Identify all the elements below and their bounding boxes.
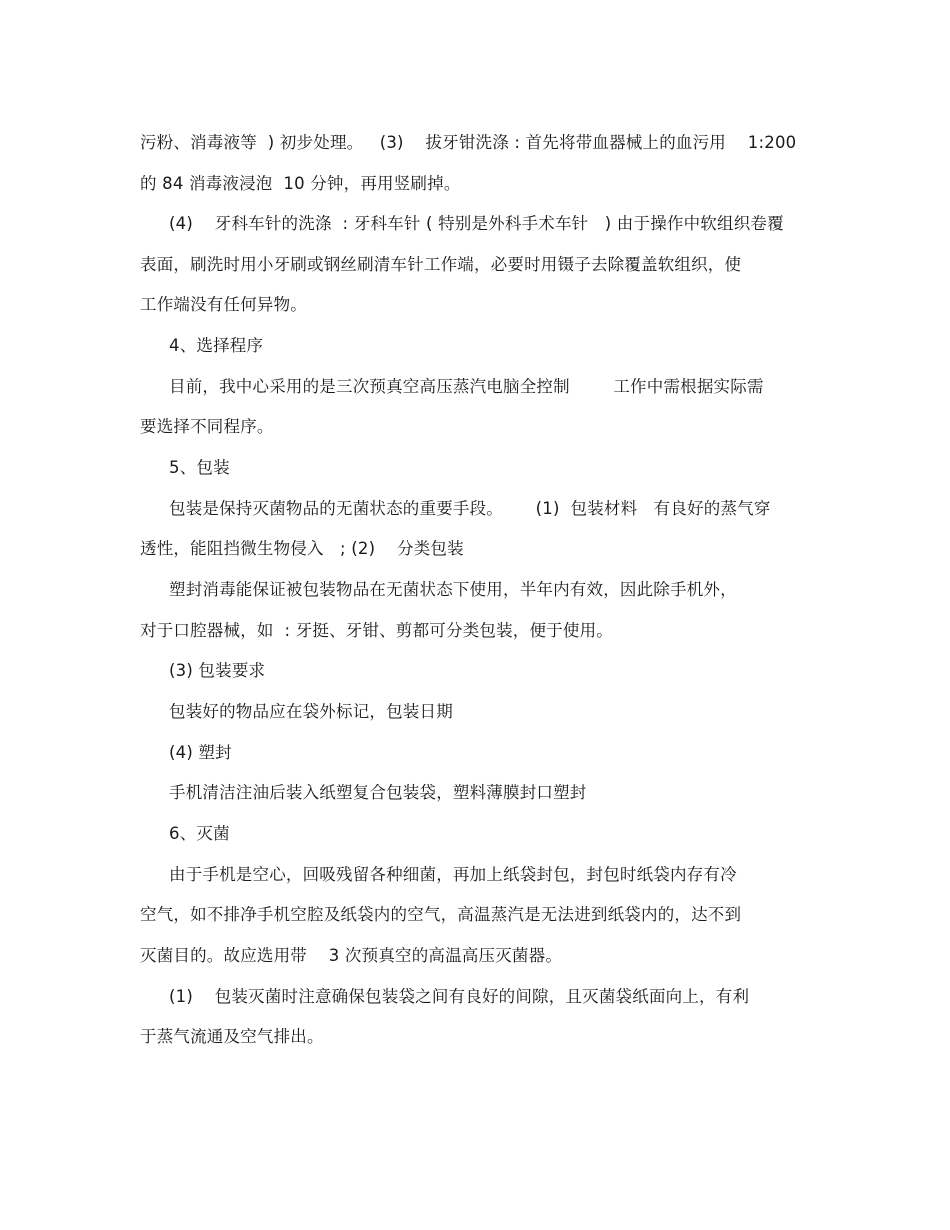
text-line: 包装好的物品应在袋外标记，包装日期 bbox=[169, 702, 453, 721]
section-heading: 4、选择程序 bbox=[169, 336, 264, 355]
text-line: 污粉、消毒液等 ) 初步处理。 (3) 拔牙钳洗涤 : 首先将带血器械上的血污用 1:200 bbox=[140, 133, 797, 152]
subsection-heading: (4) 塑封 bbox=[169, 743, 232, 762]
text-line: 工作端没有任何异物。 bbox=[140, 295, 307, 314]
text-line: 由于手机是空心，回吸残留各种细菌，再加上纸袋封包，封包时纸袋内存有冷 bbox=[169, 865, 737, 884]
text-line: 包装是保持灭菌物品的无菌状态的重要手段。 (1) 包装材料 有良好的蒸气穿 bbox=[169, 499, 771, 518]
text-line: 的 84 消毒液浸泡 10 分钟，再用竖刷掉。 bbox=[140, 174, 461, 193]
text-line: 表面，刷洗时用小牙刷或钢丝刷清车针工作端，必要时用镊子去除覆盖软组织，使 bbox=[140, 255, 742, 274]
text-line: (4) 牙科车针的洗涤 : 牙科车针 ( 特别是外科手术车针 ) 由于操作中软组织卷覆 bbox=[169, 214, 784, 233]
text-line: 塑封消毒能保证被包装物品在无菌状态下使用，半年内有效，因此除手机外， bbox=[169, 580, 737, 599]
section-heading: 6、灭菌 bbox=[169, 824, 230, 843]
text-line: 灭菌目的。故应选用带 3 次预真空的高温高压灭菌器。 bbox=[140, 946, 563, 965]
text-line: 手机清洁注油后装入纸塑复合包装袋，塑料薄膜封口塑封 bbox=[169, 783, 587, 802]
section-heading: 5、包装 bbox=[169, 458, 230, 477]
text-line: 透性，能阻挡微生物侵入 ; (2) 分类包装 bbox=[140, 539, 464, 558]
text-line: 目前，我中心采用的是三次预真空高压蒸汽电脑全控制 工作中需根据实际需 bbox=[169, 377, 764, 396]
text-line: 空气，如不排净手机空腔及纸袋内的空气，高温蒸汽是无法进到纸袋内的，达不到 bbox=[140, 905, 742, 924]
text-line: (1) 包装灭菌时注意确保包装袋之间有良好的间隙，且灭菌袋纸面向上，有利 bbox=[169, 987, 750, 1006]
text-line: 对于口腔器械，如 : 牙挺、牙钳、剪都可分类包装，便于使用。 bbox=[140, 621, 613, 640]
text-line: 于蒸气流通及空气排出。 bbox=[140, 1027, 324, 1046]
text-line: 要选择不同程序。 bbox=[140, 417, 274, 436]
subsection-heading: (3) 包装要求 bbox=[169, 661, 266, 680]
